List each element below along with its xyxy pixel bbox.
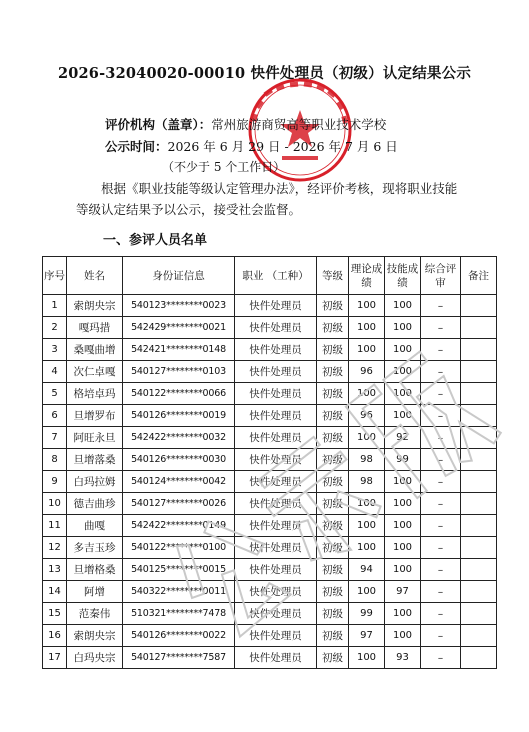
cell-index: 15: [43, 603, 67, 625]
cell-name: 多吉玉珍: [67, 537, 123, 559]
table-row: [43, 449, 497, 471]
cell-job: 快件处理员: [235, 493, 317, 515]
cell-index: 17: [43, 647, 67, 669]
table-row: [43, 559, 497, 581]
cell-theory: 100: [349, 581, 385, 603]
cell-job: 快件处理员: [235, 559, 317, 581]
table-row: [43, 471, 497, 493]
cell-theory: 97: [349, 625, 385, 647]
cell-name: 阿增: [67, 581, 123, 603]
cell-overall: –: [421, 427, 461, 449]
cell-id: 540127********0103: [123, 361, 235, 383]
cell-overall: –: [421, 493, 461, 515]
cell-remark: [461, 339, 497, 361]
cell-id: 510321********7478: [123, 603, 235, 625]
cell-index: 13: [43, 559, 67, 581]
cell-overall: –: [421, 537, 461, 559]
table-row: [43, 339, 497, 361]
table-row: [43, 295, 497, 317]
cell-theory: 100: [349, 515, 385, 537]
cell-level: 初级: [317, 361, 349, 383]
table-row: [43, 515, 497, 537]
cell-overall: –: [421, 317, 461, 339]
cell-skill: 93: [385, 647, 421, 669]
cell-remark: [461, 449, 497, 471]
cell-theory: 100: [349, 317, 385, 339]
cell-id: 540322********0011: [123, 581, 235, 603]
cell-skill: 100: [385, 317, 421, 339]
cell-name: 格培卓玛: [67, 383, 123, 405]
cell-level: 初级: [317, 603, 349, 625]
cell-overall: –: [421, 361, 461, 383]
cell-job: 快件处理员: [235, 339, 317, 361]
cell-theory: 100: [349, 493, 385, 515]
cell-job: 快件处理员: [235, 603, 317, 625]
cell-remark: [461, 493, 497, 515]
cell-level: 初级: [317, 515, 349, 537]
cell-index: 7: [43, 427, 67, 449]
time-value: 2026 年 6 月 29 日 - 2026 年 7 月 6 日: [167, 139, 398, 154]
cell-overall: –: [421, 405, 461, 427]
org-value: 常州旅游商贸高等职业技术学校: [211, 117, 387, 132]
cell-remark: [461, 581, 497, 603]
cell-theory: 98: [349, 471, 385, 493]
cell-level: 初级: [317, 581, 349, 603]
cell-level: 初级: [317, 317, 349, 339]
time-label: 公示时间：: [105, 139, 168, 154]
table-row: [43, 493, 497, 515]
cell-name: 德吉曲珍: [67, 493, 123, 515]
cell-skill: 100: [385, 295, 421, 317]
cell-remark: [461, 427, 497, 449]
cell-name: 阿旺永旦: [67, 427, 123, 449]
cell-level: 初级: [317, 493, 349, 515]
cell-name: 旦增落桑: [67, 449, 123, 471]
cell-name: 旦增格桑: [67, 559, 123, 581]
cell-skill: 99: [385, 449, 421, 471]
cell-remark: [461, 295, 497, 317]
cell-index: 11: [43, 515, 67, 537]
table-header-row: [43, 257, 497, 295]
cell-job: 快件处理员: [235, 405, 317, 427]
table-row: [43, 361, 497, 383]
cell-remark: [461, 471, 497, 493]
cell-level: 初级: [317, 647, 349, 669]
cell-skill: 100: [385, 361, 421, 383]
cell-job: 快件处理员: [235, 361, 317, 383]
cell-level: 初级: [317, 559, 349, 581]
cell-skill: 100: [385, 515, 421, 537]
cell-level: 初级: [317, 383, 349, 405]
cell-remark: [461, 559, 497, 581]
cell-name: 范秦伟: [67, 603, 123, 625]
cell-job: 快件处理员: [235, 647, 317, 669]
cell-id: 542421********0148: [123, 339, 235, 361]
participant-table: [42, 256, 497, 669]
cell-job: 快件处理员: [235, 581, 317, 603]
table-row: [43, 647, 497, 669]
header-name: 姓名: [67, 257, 123, 295]
table-row: [43, 603, 497, 625]
cell-name: 白玛拉姆: [67, 471, 123, 493]
cell-job: 快件处理员: [235, 471, 317, 493]
cell-theory: 99: [349, 603, 385, 625]
cell-overall: –: [421, 581, 461, 603]
cell-skill: 100: [385, 537, 421, 559]
cell-index: 16: [43, 625, 67, 647]
cell-id: 540127********7587: [123, 647, 235, 669]
cell-name: 旦增罗布: [67, 405, 123, 427]
table-row: [43, 383, 497, 405]
cell-level: 初级: [317, 449, 349, 471]
cell-index: 9: [43, 471, 67, 493]
cell-id: 540122********0100: [123, 537, 235, 559]
cell-job: 快件处理员: [235, 537, 317, 559]
publicity-time-note: （不少于 5 个工作日）: [162, 160, 286, 174]
cell-overall: –: [421, 515, 461, 537]
cell-id: 540126********0030: [123, 449, 235, 471]
cell-job: 快件处理员: [235, 383, 317, 405]
cell-level: 初级: [317, 405, 349, 427]
cell-level: 初级: [317, 471, 349, 493]
cell-skill: 100: [385, 493, 421, 515]
cell-skill: 100: [385, 625, 421, 647]
table-row: [43, 405, 497, 427]
cell-name: 桑嘎曲增: [67, 339, 123, 361]
cell-skill: 100: [385, 383, 421, 405]
header-job: 职业 （工种）: [235, 257, 317, 295]
cell-name: 索朗央宗: [67, 625, 123, 647]
cell-remark: [461, 317, 497, 339]
cell-name: 白玛央宗: [67, 647, 123, 669]
cell-overall: –: [421, 449, 461, 471]
cell-overall: –: [421, 647, 461, 669]
cell-theory: 100: [349, 537, 385, 559]
cell-id: 540126********0019: [123, 405, 235, 427]
header-index: 序号: [43, 257, 67, 295]
cell-index: 4: [43, 361, 67, 383]
header-overall: 综合评审: [421, 257, 461, 295]
cell-job: 快件处理员: [235, 295, 317, 317]
table-row: [43, 625, 497, 647]
cell-remark: [461, 361, 497, 383]
table-row: [43, 317, 497, 339]
cell-theory: 98: [349, 449, 385, 471]
cell-theory: 100: [349, 647, 385, 669]
cell-theory: 100: [349, 383, 385, 405]
cell-job: 快件处理员: [235, 427, 317, 449]
cell-level: 初级: [317, 427, 349, 449]
cell-overall: –: [421, 339, 461, 361]
cell-level: 初级: [317, 295, 349, 317]
intro-paragraph: 根据《职业技能等级认定管理办法》，经评价考核，现将职业技能等级认定结果予以公示，接受社会监督。: [76, 181, 458, 217]
cell-skill: 100: [385, 405, 421, 427]
cell-skill: 100: [385, 603, 421, 625]
cell-skill: 100: [385, 339, 421, 361]
cell-remark: [461, 647, 497, 669]
table-row: [43, 537, 497, 559]
cell-remark: [461, 383, 497, 405]
cell-theory: 100: [349, 339, 385, 361]
table-row: [43, 581, 497, 603]
cell-skill: 92: [385, 427, 421, 449]
cell-index: 10: [43, 493, 67, 515]
cell-id: 540127********0026: [123, 493, 235, 515]
cell-skill: 100: [385, 559, 421, 581]
org-label: 评价机构（盖章）：: [105, 117, 212, 132]
cell-overall: –: [421, 295, 461, 317]
cell-name: 索朗央宗: [67, 295, 123, 317]
cell-id: 540126********0022: [123, 625, 235, 647]
header-remark: 备注: [461, 257, 497, 295]
publicity-time-line: [105, 137, 398, 155]
evaluation-org-line: [105, 115, 386, 133]
cell-remark: [461, 603, 497, 625]
cell-index: 8: [43, 449, 67, 471]
cell-job: 快件处理员: [235, 449, 317, 471]
cell-level: 初级: [317, 625, 349, 647]
cell-theory: 100: [349, 427, 385, 449]
cell-job: 快件处理员: [235, 317, 317, 339]
cell-id: 540122********0066: [123, 383, 235, 405]
cell-theory: 96: [349, 361, 385, 383]
cell-overall: –: [421, 559, 461, 581]
cell-index: 5: [43, 383, 67, 405]
header-level: 等级: [317, 257, 349, 295]
document-title: 2026-32040020-00010 快件处理员（初级）认定结果公示: [57, 65, 472, 82]
cell-id: 542429********0021: [123, 317, 235, 339]
cell-level: 初级: [317, 537, 349, 559]
cell-remark: [461, 515, 497, 537]
cell-skill: 100: [385, 471, 421, 493]
cell-job: 快件处理员: [235, 625, 317, 647]
cell-name: 曲嘎: [67, 515, 123, 537]
cell-overall: –: [421, 603, 461, 625]
cell-overall: –: [421, 383, 461, 405]
cell-remark: [461, 625, 497, 647]
cell-job: 快件处理员: [235, 515, 317, 537]
cell-index: 6: [43, 405, 67, 427]
cell-name: 嘎玛措: [67, 317, 123, 339]
cell-theory: 100: [349, 295, 385, 317]
cell-index: 12: [43, 537, 67, 559]
cell-overall: –: [421, 625, 461, 647]
cell-overall: –: [421, 471, 461, 493]
cell-name: 次仁卓嘎: [67, 361, 123, 383]
cell-theory: 94: [349, 559, 385, 581]
cell-id: 540125********0015: [123, 559, 235, 581]
cell-index: 1: [43, 295, 67, 317]
cell-index: 2: [43, 317, 67, 339]
cell-id: 540124********0042: [123, 471, 235, 493]
header-theory: 理论成绩: [349, 257, 385, 295]
cell-id: 540123********0023: [123, 295, 235, 317]
cell-skill: 97: [385, 581, 421, 603]
section-title: 一、参评人员名单: [103, 233, 208, 248]
cell-id: 542422********0032: [123, 427, 235, 449]
cell-index: 3: [43, 339, 67, 361]
cell-level: 初级: [317, 339, 349, 361]
header-skill: 技能成绩: [385, 257, 421, 295]
cell-id: 542422********0149: [123, 515, 235, 537]
table-row: [43, 427, 497, 449]
cell-remark: [461, 405, 497, 427]
cell-remark: [461, 537, 497, 559]
cell-index: 14: [43, 581, 67, 603]
cell-theory: 96: [349, 405, 385, 427]
header-id: 身份证信息: [123, 257, 235, 295]
